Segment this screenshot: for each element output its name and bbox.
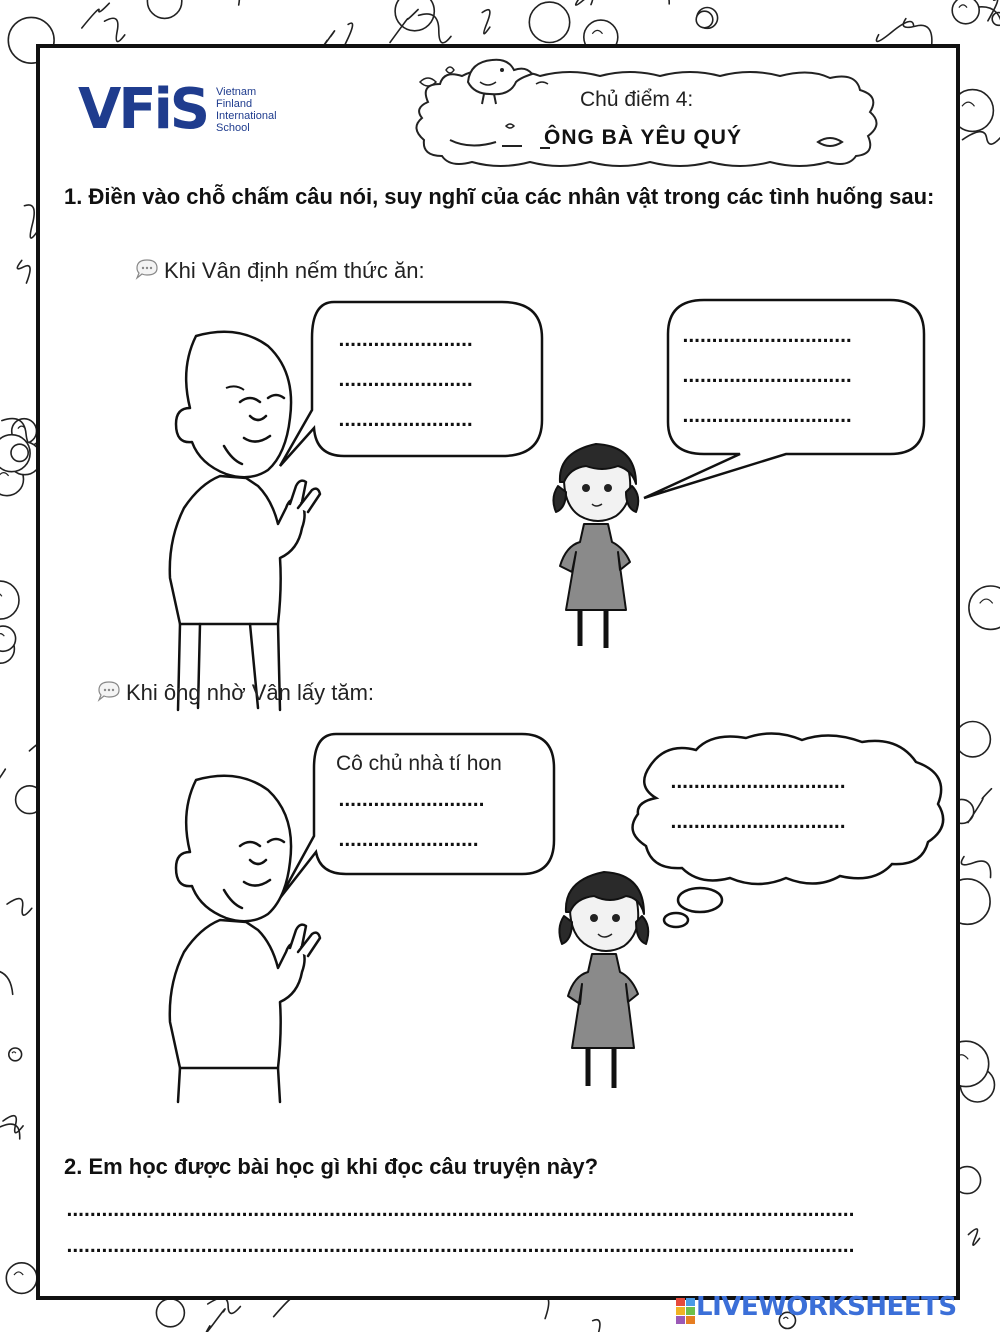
question-2-prompt: 2. Em học được bài học gì khi đọc câu truyện này? xyxy=(64,1154,599,1179)
topic-title: ÔNG BÀ YÊU QUÝ xyxy=(544,126,742,149)
grandpa-answer-line-2[interactable]: ....................... xyxy=(336,370,471,391)
logo-line-3: International xyxy=(216,110,277,122)
question-2-answer-line-2[interactable]: ....................................................................................................................................... xyxy=(64,1236,852,1257)
logo-line-2: Finland xyxy=(216,98,253,110)
scene-1-label: Khi Vân định nếm thức ăn: xyxy=(164,258,425,283)
girl-answer-line-3[interactable]: ............................. xyxy=(680,406,850,427)
girl-illustration-2 xyxy=(554,870,654,1110)
speech-bubble-icon xyxy=(134,258,160,280)
grandpa-illustration-1 xyxy=(140,328,330,678)
logo-line-1: Vietnam xyxy=(216,86,257,98)
logo-wordmark: VFiS xyxy=(78,77,208,142)
girl-answer-line-1[interactable]: ............................. xyxy=(680,326,850,347)
grandpa-answer-line-5[interactable]: ........................ xyxy=(336,830,477,851)
liveworksheets-watermark: LIVEWORKSHEETS xyxy=(696,1292,957,1322)
topic-label: Chủ điểm 4: xyxy=(580,88,694,111)
speech-bubble-icon xyxy=(96,680,122,702)
question-1-prompt: 1. Điền vào chỗ chấm câu nói, suy nghĩ của các nhân vật trong các tình huống sau: xyxy=(64,184,935,209)
grandpa-answer-line-3[interactable]: ....................... xyxy=(336,410,471,431)
grandpa-answer-line-4[interactable]: ......................... xyxy=(336,790,482,811)
girl-answer-line-2[interactable]: ............................. xyxy=(680,366,850,387)
worksheet-sheet xyxy=(36,44,960,1300)
liveworksheets-logo-icon xyxy=(676,1298,696,1324)
girl-thought-line-1[interactable]: .............................. xyxy=(668,772,844,793)
grandpa-illustration-2 xyxy=(140,772,330,1112)
question-2-answer-line-1[interactable]: ....................................................................................................................................... xyxy=(64,1200,852,1221)
logo-line-4: School xyxy=(216,122,250,134)
bird-doodle xyxy=(440,48,550,108)
girl-illustration-1 xyxy=(546,442,656,672)
scene-2-label: Khi ông nhờ Vân lấy tăm: xyxy=(126,680,375,705)
grandpa-answer-line-1[interactable]: ....................... xyxy=(336,330,471,351)
girl-thought-line-2[interactable]: .............................. xyxy=(668,812,844,833)
grandpa-bubble-text: Cô chủ nhà tí hon xyxy=(336,752,502,775)
